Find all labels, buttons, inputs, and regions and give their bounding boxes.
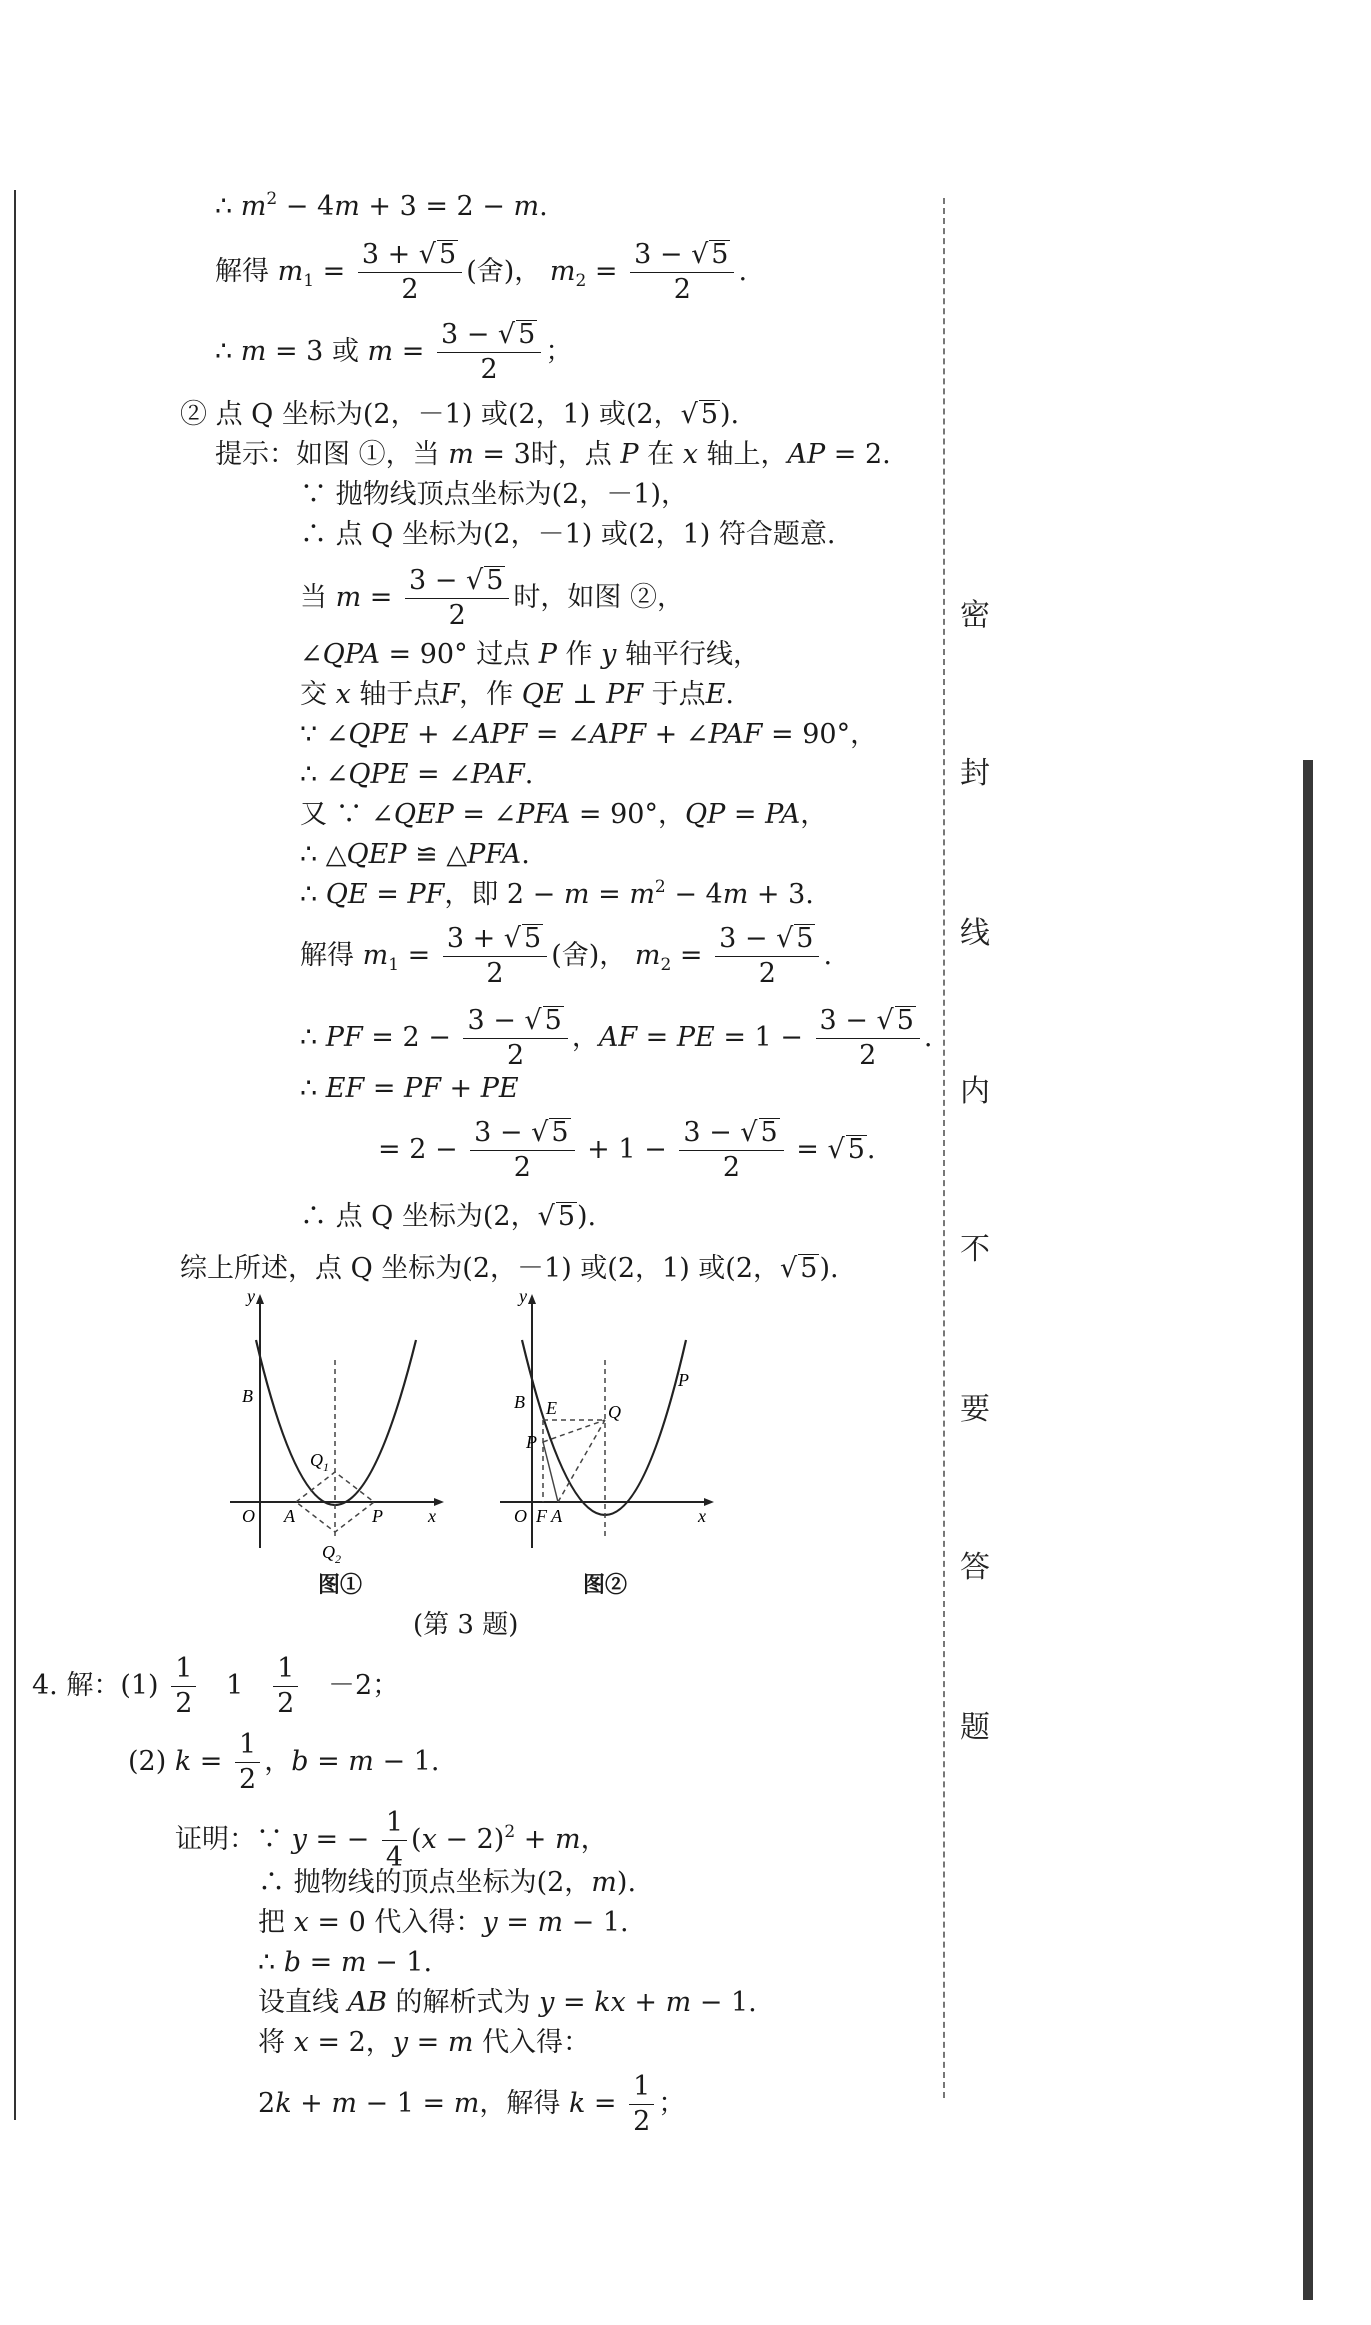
solution-line-22: 4. 解：(1) $\frac{1}{2}$ 1 $\frac{1}{2}$ －2； <box>32 1653 400 1719</box>
seal-char-7: 答 <box>960 1550 990 1585</box>
solution-line-23: (2) k = $\frac{1}{2}$ ，b = m − 1. <box>128 1729 440 1795</box>
solution-line-5: 提示：如图 ①，当 m = 3时，点 P 在 x 轴上，AP = 2. <box>215 439 891 470</box>
fig2-aq-line <box>558 1420 605 1502</box>
seal-char-3: 线 <box>960 916 990 951</box>
solution-line-8: 当 m = $\frac{3 - √ 5}{2}$ 时，如图 ②， <box>300 565 684 631</box>
fig2-label-y: y <box>519 1290 527 1306</box>
page-edge-shadow <box>1303 760 1313 2300</box>
fig2-label-x: x <box>698 1506 706 1526</box>
fig1-label-a: A <box>284 1506 295 1526</box>
fig1-caption: 图① <box>318 1572 363 1598</box>
fig1-label-p: P <box>372 1506 383 1526</box>
fig2-caption: 图② <box>583 1572 628 1598</box>
solution-line-29: 将 x = 2，y = m 代入得： <box>258 2027 591 2058</box>
fig2-label-o: O <box>514 1506 527 1526</box>
figure-1 <box>220 1290 460 1590</box>
seal-char-2: 封 <box>960 756 990 791</box>
fig1-label-x: x <box>428 1506 436 1526</box>
figure-2 <box>490 1290 730 1590</box>
solution-line-21: 综上所述，点 Q 坐标为(2，－1) 或(2，1) 或(2，√ 5). <box>180 1253 839 1284</box>
fig1-label-q1: $Q_1$ <box>310 1450 329 1474</box>
solution-line-30: 2k + m − 1 = m，解得 k = $\frac{1}{2}$ ； <box>258 2071 686 2137</box>
seal-char-4: 内 <box>960 1074 990 1109</box>
fig2-parabola <box>522 1340 686 1515</box>
solution-line-6: ∵ 抛物线顶点坐标为(2，－1)， <box>300 479 689 510</box>
fig1-label-o: O <box>242 1506 255 1526</box>
fig2-x-arrow <box>704 1498 714 1506</box>
fig2-label-e: E <box>546 1398 557 1418</box>
solution-line-10: 交 x 轴于点F，作 QE ⊥ PF 于点E. <box>300 679 734 710</box>
solution-line-3: ∴ m = 3 或 m = $\frac{3 - √ 5}{2}$ ； <box>215 319 573 385</box>
solution-line-19: = 2 − $\frac{3 - √ 5}{2}$ + 1 − $\frac{3 - √ 5}{2}$ = √ 5. <box>378 1117 876 1183</box>
fig1-label-b: B <box>242 1386 253 1406</box>
solution-line-28: 设直线 AB 的解析式为 y = kx + m − 1. <box>258 1987 757 2018</box>
fig2-label-b: B <box>514 1392 525 1412</box>
solution-line-18: ∴ EF = PF + PE <box>300 1073 519 1104</box>
fig2-label-p-point: P <box>526 1432 537 1452</box>
solution-line-9: ∠QPA = 90° 过点 P 作 y 轴平行线， <box>300 639 760 670</box>
solution-line-13: 又 ∵ ∠QEP = ∠PFA = 90°，QP = PA， <box>300 799 828 830</box>
solution-line-12: ∴ ∠QPE = ∠PAF. <box>300 759 534 790</box>
solution-line-26: 把 x = 0 代入得：y = m − 1. <box>258 1907 629 1938</box>
solution-line-16: 解得 $m_1$ = $\frac{3 + √ 5}{2}$ (舍)， $m_2$ = $\frac{3 - √ 5}{2}$ . <box>300 923 833 989</box>
fig1-y-arrow <box>256 1294 264 1304</box>
seal-char-1: 密 <box>960 598 990 633</box>
solution-line-2: 解得 $m_1$ = $\frac{3 + √ 5}{2}$ (舍)， $m_2$ = $\frac{3 - √ 5}{2}$ . <box>215 239 748 305</box>
solution-line-7: ∴ 点 Q 坐标为(2，－1) 或(2，1) 符合题意. <box>300 519 836 550</box>
solution-line-17: ∴ PF = 2 − $\frac{3 - √ 5}{2}$ ，AF = PE = 1 − $\frac{3 - √ 5}{2}$ . <box>300 1005 933 1071</box>
seal-char-8: 题 <box>960 1710 990 1745</box>
solution-line-15: ∴ QE = PF，即 $2 - m = m^2 - 4m + 3$. <box>300 877 814 910</box>
left-margin-rule <box>14 190 16 2120</box>
fig1-label-y: y <box>247 1290 255 1306</box>
solution-line-14: ∴ △QEP ≌ △PFA. <box>300 839 530 870</box>
solution-line-4: ② 点 Q 坐标为(2，－1) 或(2，1) 或(2，√ 5). <box>180 399 740 430</box>
fig2-pq-line <box>543 1420 605 1442</box>
fig2-label-q: Q <box>608 1402 621 1422</box>
fig2-y-arrow <box>528 1294 536 1304</box>
solution-line-11: ∵ ∠QPE + ∠APF = ∠APF + ∠PAF = 90°， <box>300 719 878 750</box>
fig1-parabola <box>256 1340 416 1505</box>
solution-line-1: ∴ $m^2 - 4m + 3 = 2 - m$. <box>215 189 548 222</box>
fig2-label-p-curve: P <box>678 1370 689 1390</box>
fig1-x-arrow <box>434 1498 444 1506</box>
solution-line-20: ∴ 点 Q 坐标为(2，√ 5). <box>300 1201 597 1232</box>
seal-char-6: 要 <box>960 1392 990 1427</box>
solution-line-27: ∴ b = m − 1. <box>258 1947 433 1978</box>
fig2-label-fa: F A <box>536 1506 563 1526</box>
seal-char-5: 不 <box>960 1232 990 1267</box>
fig1-label-q2: $Q_2$ <box>322 1542 341 1566</box>
solution-line-25: ∴ 抛物线的顶点坐标为(2，m). <box>258 1867 637 1898</box>
solution-line-24: 证明：∵ y = − $\frac{1}{4}$ $(x - 2)^2 + m$， <box>175 1807 608 1873</box>
seal-dashed-line <box>943 198 945 2098</box>
question-caption: (第 3 题) <box>413 1610 519 1640</box>
